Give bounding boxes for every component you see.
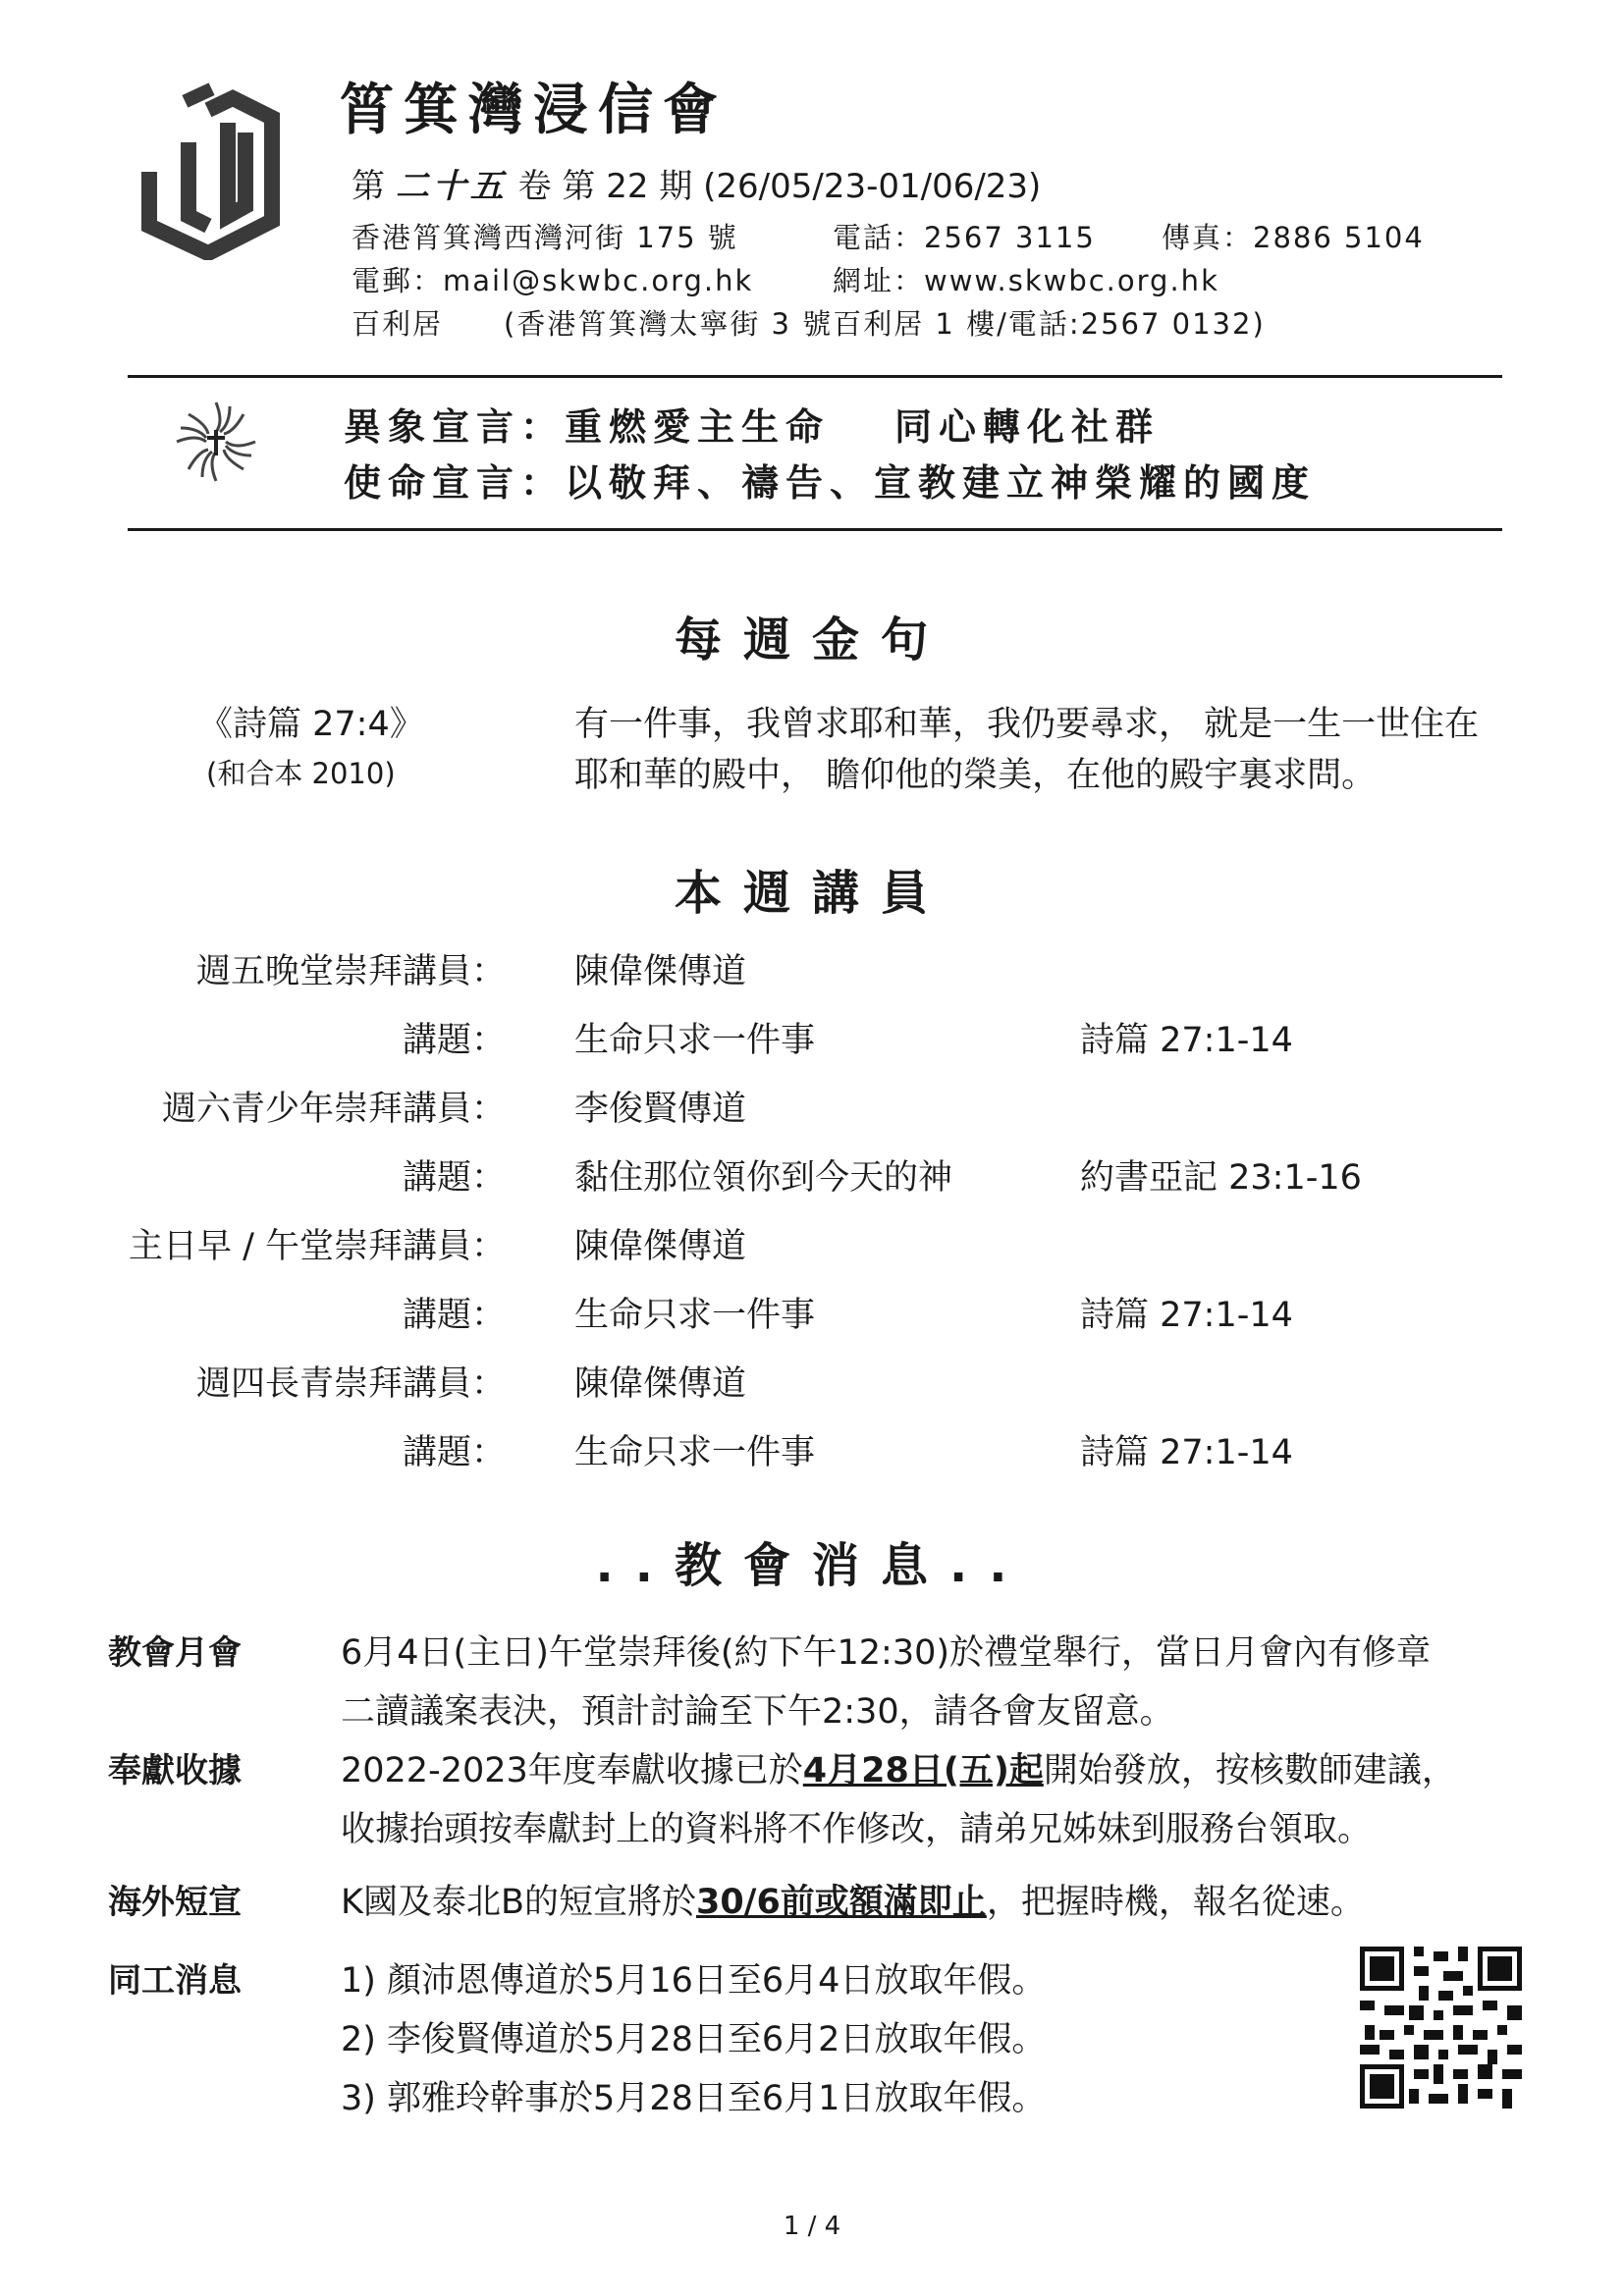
news-text: 2022-2023年度奉獻收據已於 <box>341 1751 803 1790</box>
contact-line-2 <box>352 261 1530 300</box>
volume-number: 二十五 <box>395 167 508 206</box>
contact-line-3 <box>352 304 1530 344</box>
topic-label: 講題： <box>402 1433 506 1472</box>
news-line <box>341 1873 1365 1932</box>
vision-part-2: 同心轉化社群 <box>894 405 1161 449</box>
church-fax: 傳真：2886 5104 <box>1162 221 1425 254</box>
church-email: 電郵：mail@skwbc.org.hk <box>352 264 754 297</box>
news-text: K國及泰北B的短宣將於 <box>341 1883 696 1922</box>
news-line: 3) 郭雅玲幹事於5月28日至6月1日放取年假。 <box>341 2079 1047 2118</box>
verse-text <box>574 699 1566 801</box>
news-missions <box>341 1873 1365 1932</box>
issue-detail: 卷 第 22 期 (26/05/23-01/06/23) <box>517 167 1042 206</box>
news-line: 收據抬頭按奉獻封上的資料將不作修改，請弟兄姊妹到服務台領取。 <box>341 1810 1373 1849</box>
church-address: 香港筲箕灣西灣河街 175 號 <box>352 221 738 254</box>
news-line: 1) 顏沛恩傳道於5月16日至6月4日放取年假。 <box>341 1961 1047 2001</box>
branch-detail: (香港筲箕灣太寧街 3 號百利居 1 樓/電話:2567 0132) <box>504 307 1266 341</box>
mission-statement: 使命宣言：以敬拜、禱告、宣教建立神榮耀的國度 <box>344 461 1317 505</box>
news-label-missions: 海外短宣 <box>108 1883 242 1922</box>
issue-prefix: 第 <box>352 167 385 206</box>
church-name: 筲箕灣浸信會 <box>339 79 728 142</box>
speaker-name: 陳偉傑傳道 <box>574 1227 747 1266</box>
topic-label: 講題： <box>402 1296 506 1335</box>
verse-line-1: 有一件事，我曾求耶和華，我仍要尋求， 就是一生一世住在 <box>574 705 1480 744</box>
verse-reference: 《詩篇 27:4》 <box>198 705 424 744</box>
page-number: 1 / 4 <box>783 2212 841 2241</box>
scripture-ref: 詩篇 27:1-14 <box>1080 1433 1293 1472</box>
cross-sunburst-icon <box>167 393 265 491</box>
topic-label: 講題： <box>402 1158 506 1198</box>
sermon-topic: 生命只求一件事 <box>574 1296 816 1335</box>
church-news-heading: ..教會消息.. <box>595 1538 1029 1593</box>
church-website: 網址：www.skwbc.org.hk <box>833 264 1219 297</box>
golden-verse-heading: 每週金句 <box>674 613 949 667</box>
verse-version: (和合本 2010) <box>206 757 396 790</box>
sermon-topic: 黏住那位領你到今天的神 <box>574 1158 953 1198</box>
topic-label: 講題： <box>402 1021 506 1060</box>
scripture-ref: 詩篇 27:1-14 <box>1080 1296 1293 1335</box>
speaker-name: 陳偉傑傳道 <box>574 1364 747 1404</box>
news-receipts <box>341 1741 1456 1859</box>
header-divider <box>128 375 1502 378</box>
church-phone: 電話：2567 3115 <box>833 221 1096 254</box>
branch-name: 百利居 <box>352 307 444 341</box>
news-text: ，把握時機，報名從速。 <box>986 1883 1365 1922</box>
scripture-ref: 詩篇 27:1-14 <box>1080 1021 1293 1060</box>
news-line: 二讀議案表決，預計討論至下午2:30，請各會友留意。 <box>341 1692 1174 1732</box>
verse-line-2: 耶和華的殿中， 瞻仰他的榮美，在他的殿宇裏求問。 <box>574 756 1377 795</box>
news-staff <box>341 1951 1046 2128</box>
sermon-topic: 生命只求一件事 <box>574 1021 816 1060</box>
speaker-name: 李俊賢傳道 <box>574 1090 747 1129</box>
speaker-label: 週四長青崇拜講員： <box>195 1364 506 1404</box>
issue-info <box>352 165 1041 208</box>
news-line <box>341 1741 1456 1800</box>
speaker-label: 主日早 / 午堂崇拜講員： <box>128 1227 506 1266</box>
news-line: 6月4日(主日)午堂崇拜後(約下午12:30)於禮堂舉行，當日月會內有修章 <box>341 1633 1432 1673</box>
qr-code-icon <box>1360 1947 1522 2109</box>
speakers-heading: 本週講員 <box>674 866 949 921</box>
sermon-topic: 生命只求一件事 <box>574 1433 816 1472</box>
news-text: 開始發放，按核數師建議， <box>1043 1751 1456 1790</box>
speaker-name: 陳偉傑傳道 <box>574 952 747 991</box>
news-line: 2) 李俊賢傳道於5月28日至6月2日放取年假。 <box>341 2020 1047 2059</box>
speaker-label: 週五晚堂崇拜講員： <box>195 952 506 991</box>
church-logo <box>130 79 287 260</box>
speaker-label: 週六青少年崇拜講員： <box>161 1090 506 1129</box>
news-label-monthly-meeting: 教會月會 <box>108 1633 242 1673</box>
news-monthly-meeting <box>341 1624 1431 1741</box>
vision-part-1: 異象宣言：重燃愛主生命 <box>344 405 831 449</box>
scripture-ref: 約書亞記 23:1-16 <box>1080 1158 1362 1198</box>
news-label-staff: 同工消息 <box>108 1961 242 2001</box>
contact-line-1 <box>352 218 1530 257</box>
vision-statement <box>344 402 1160 452</box>
news-label-receipts: 奉獻收據 <box>108 1751 242 1790</box>
news-highlight: 30/6前或額滿即止 <box>695 1883 987 1922</box>
news-highlight: 4月28日(五)起 <box>802 1751 1044 1790</box>
vision-divider <box>128 528 1502 531</box>
